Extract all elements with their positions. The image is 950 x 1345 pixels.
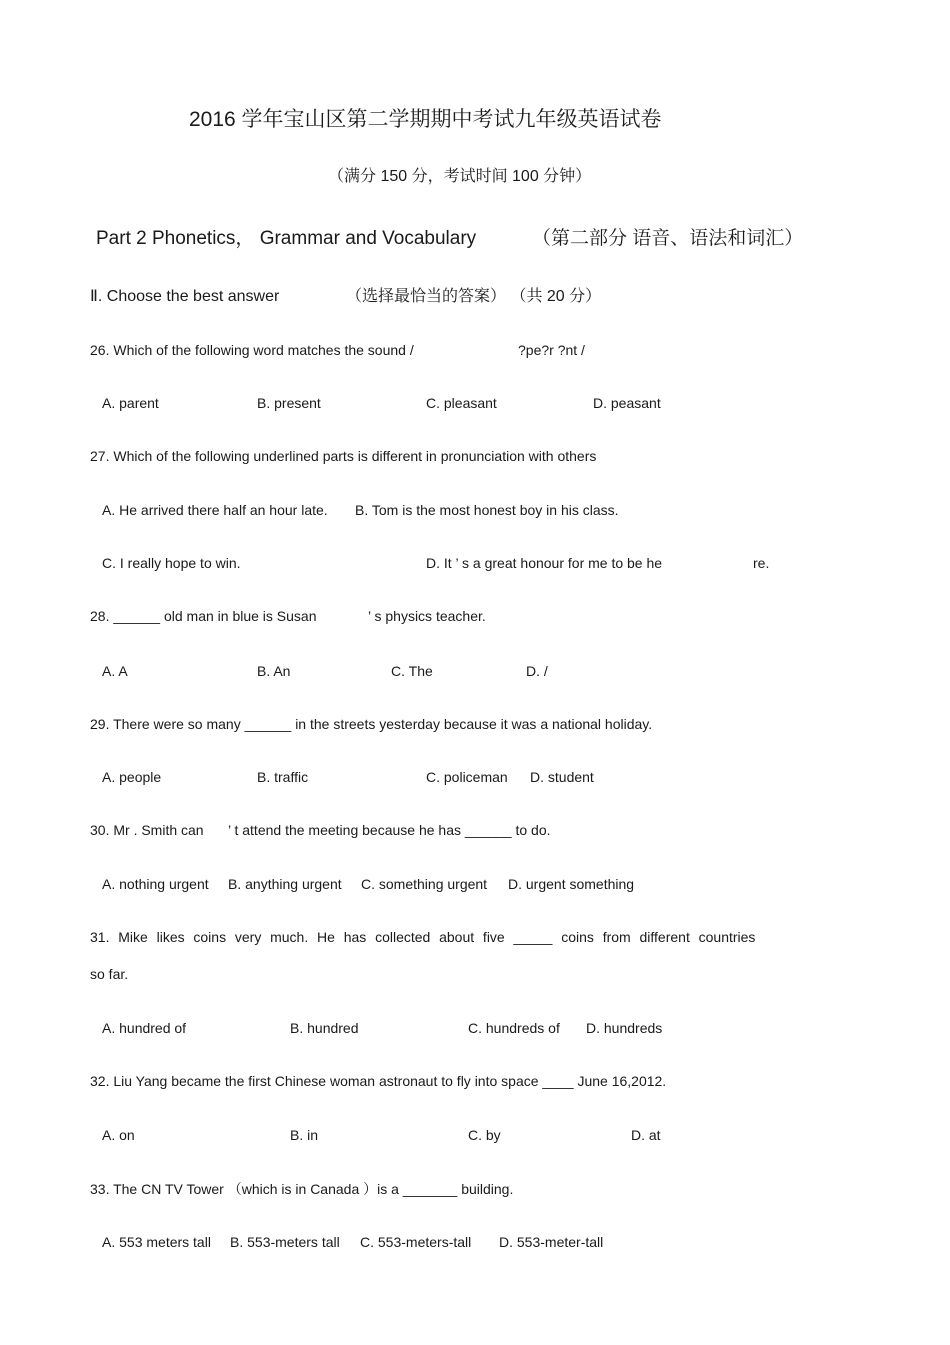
section-heading-cn: （选择最恰当的答案） （共 20 分） <box>346 288 602 305</box>
question-26-option-b: B. present <box>257 395 321 411</box>
question-30-option-c: C. something urgent <box>361 876 488 892</box>
question-30-option-a: A. nothing urgent <box>102 876 209 892</box>
question-33-option-d: D. 553-meter-tall <box>499 1234 604 1250</box>
question-32-option-b: B. in <box>290 1127 319 1143</box>
question-27-option-b: B. Tom is the most honest boy in his class. <box>355 502 619 518</box>
question-29-option-a: A. people <box>102 769 162 785</box>
question-27-option-a: A. He arrived there half an hour late. <box>102 502 328 518</box>
question-26-option-d: D. peasant <box>593 395 661 411</box>
question-28-stem: 28. ______ old man in blue is Susan <box>90 608 317 624</box>
question-30-stem: 30. Mr . Smith can <box>90 822 204 838</box>
page-subtitle: （满分 150 分，考试时间 100 分钟） <box>328 168 592 185</box>
question-29-stem: 29. There were so many ______ in the streets yesterday because it was a national holiday. <box>90 716 653 732</box>
question-29-option-d: D. student <box>530 769 594 785</box>
question-26-stem: 26. Which of the following word matches the sound / <box>90 342 414 358</box>
question-31-option-b: B. hundred <box>290 1020 359 1036</box>
section-heading-en: Ⅱ. Choose the best answer <box>90 288 280 305</box>
question-31-option-c: C. hundreds of <box>468 1020 560 1036</box>
question-26-option-a: A. parent <box>102 395 159 411</box>
question-30-option-b: B. anything urgent <box>228 876 342 892</box>
question-27-option-d: D. It ’ s a great honour for me to be he <box>426 555 663 571</box>
question-27-stem: 27. Which of the following underlined parts is different in pronunciation with others <box>90 448 597 464</box>
question-29-option-b: B. traffic <box>257 769 309 785</box>
part-heading-cn: （第二部分 语音、语法和词汇） <box>532 228 804 249</box>
question-31-option-d: D. hundreds <box>586 1020 663 1036</box>
question-33-option-c: C. 553-meters-tall <box>360 1234 472 1250</box>
question-31-option-a: A. hundred of <box>102 1020 187 1036</box>
question-27-option-c: C. I really hope to win. <box>102 555 241 571</box>
question-26-option-c: C. pleasant <box>426 395 497 411</box>
question-30-option-d: D. urgent something <box>508 876 635 892</box>
question-30-stem-tail: ’ t attend the meeting because he has ______ to do. <box>228 822 551 838</box>
part-heading-en: Part 2 Phonetics， Grammar and Vocabulary <box>96 228 477 249</box>
question-28-option-b: B. An <box>257 663 291 679</box>
question-33-option-b: B. 553-meters tall <box>230 1234 340 1250</box>
question-31-stem: 31. Mike likes coins very much. He has collected about five _____ coins from different countries <box>90 929 756 945</box>
question-31-stem-cont: so far. <box>90 966 129 982</box>
question-28-option-d: D. / <box>526 663 548 679</box>
question-27-option-d-end: re. <box>753 555 770 571</box>
question-33-option-a: A. 553 meters tall <box>102 1234 211 1250</box>
question-32-option-d: D. at <box>631 1127 661 1143</box>
question-32-option-c: C. by <box>468 1127 501 1143</box>
question-29-option-c: C. policeman <box>426 769 508 785</box>
question-28-stem-tail: ’ s physics teacher. <box>368 608 486 624</box>
question-32-stem: 32. Liu Yang became the first Chinese woman astronaut to fly into space ____ June 16,2012. <box>90 1073 667 1089</box>
question-33-stem: 33. The CN TV Tower （which is in Canada ）is a _______ building. <box>90 1181 514 1197</box>
question-26-phonetic: ?pe?r ?nt / <box>518 342 585 358</box>
question-32-option-a: A. on <box>102 1127 135 1143</box>
question-28-option-a: A. A <box>102 663 128 679</box>
question-28-option-c: C. The <box>391 663 433 679</box>
page-title: 2016 学年宝山区第二学期期中考试九年级英语试卷 <box>189 108 662 131</box>
